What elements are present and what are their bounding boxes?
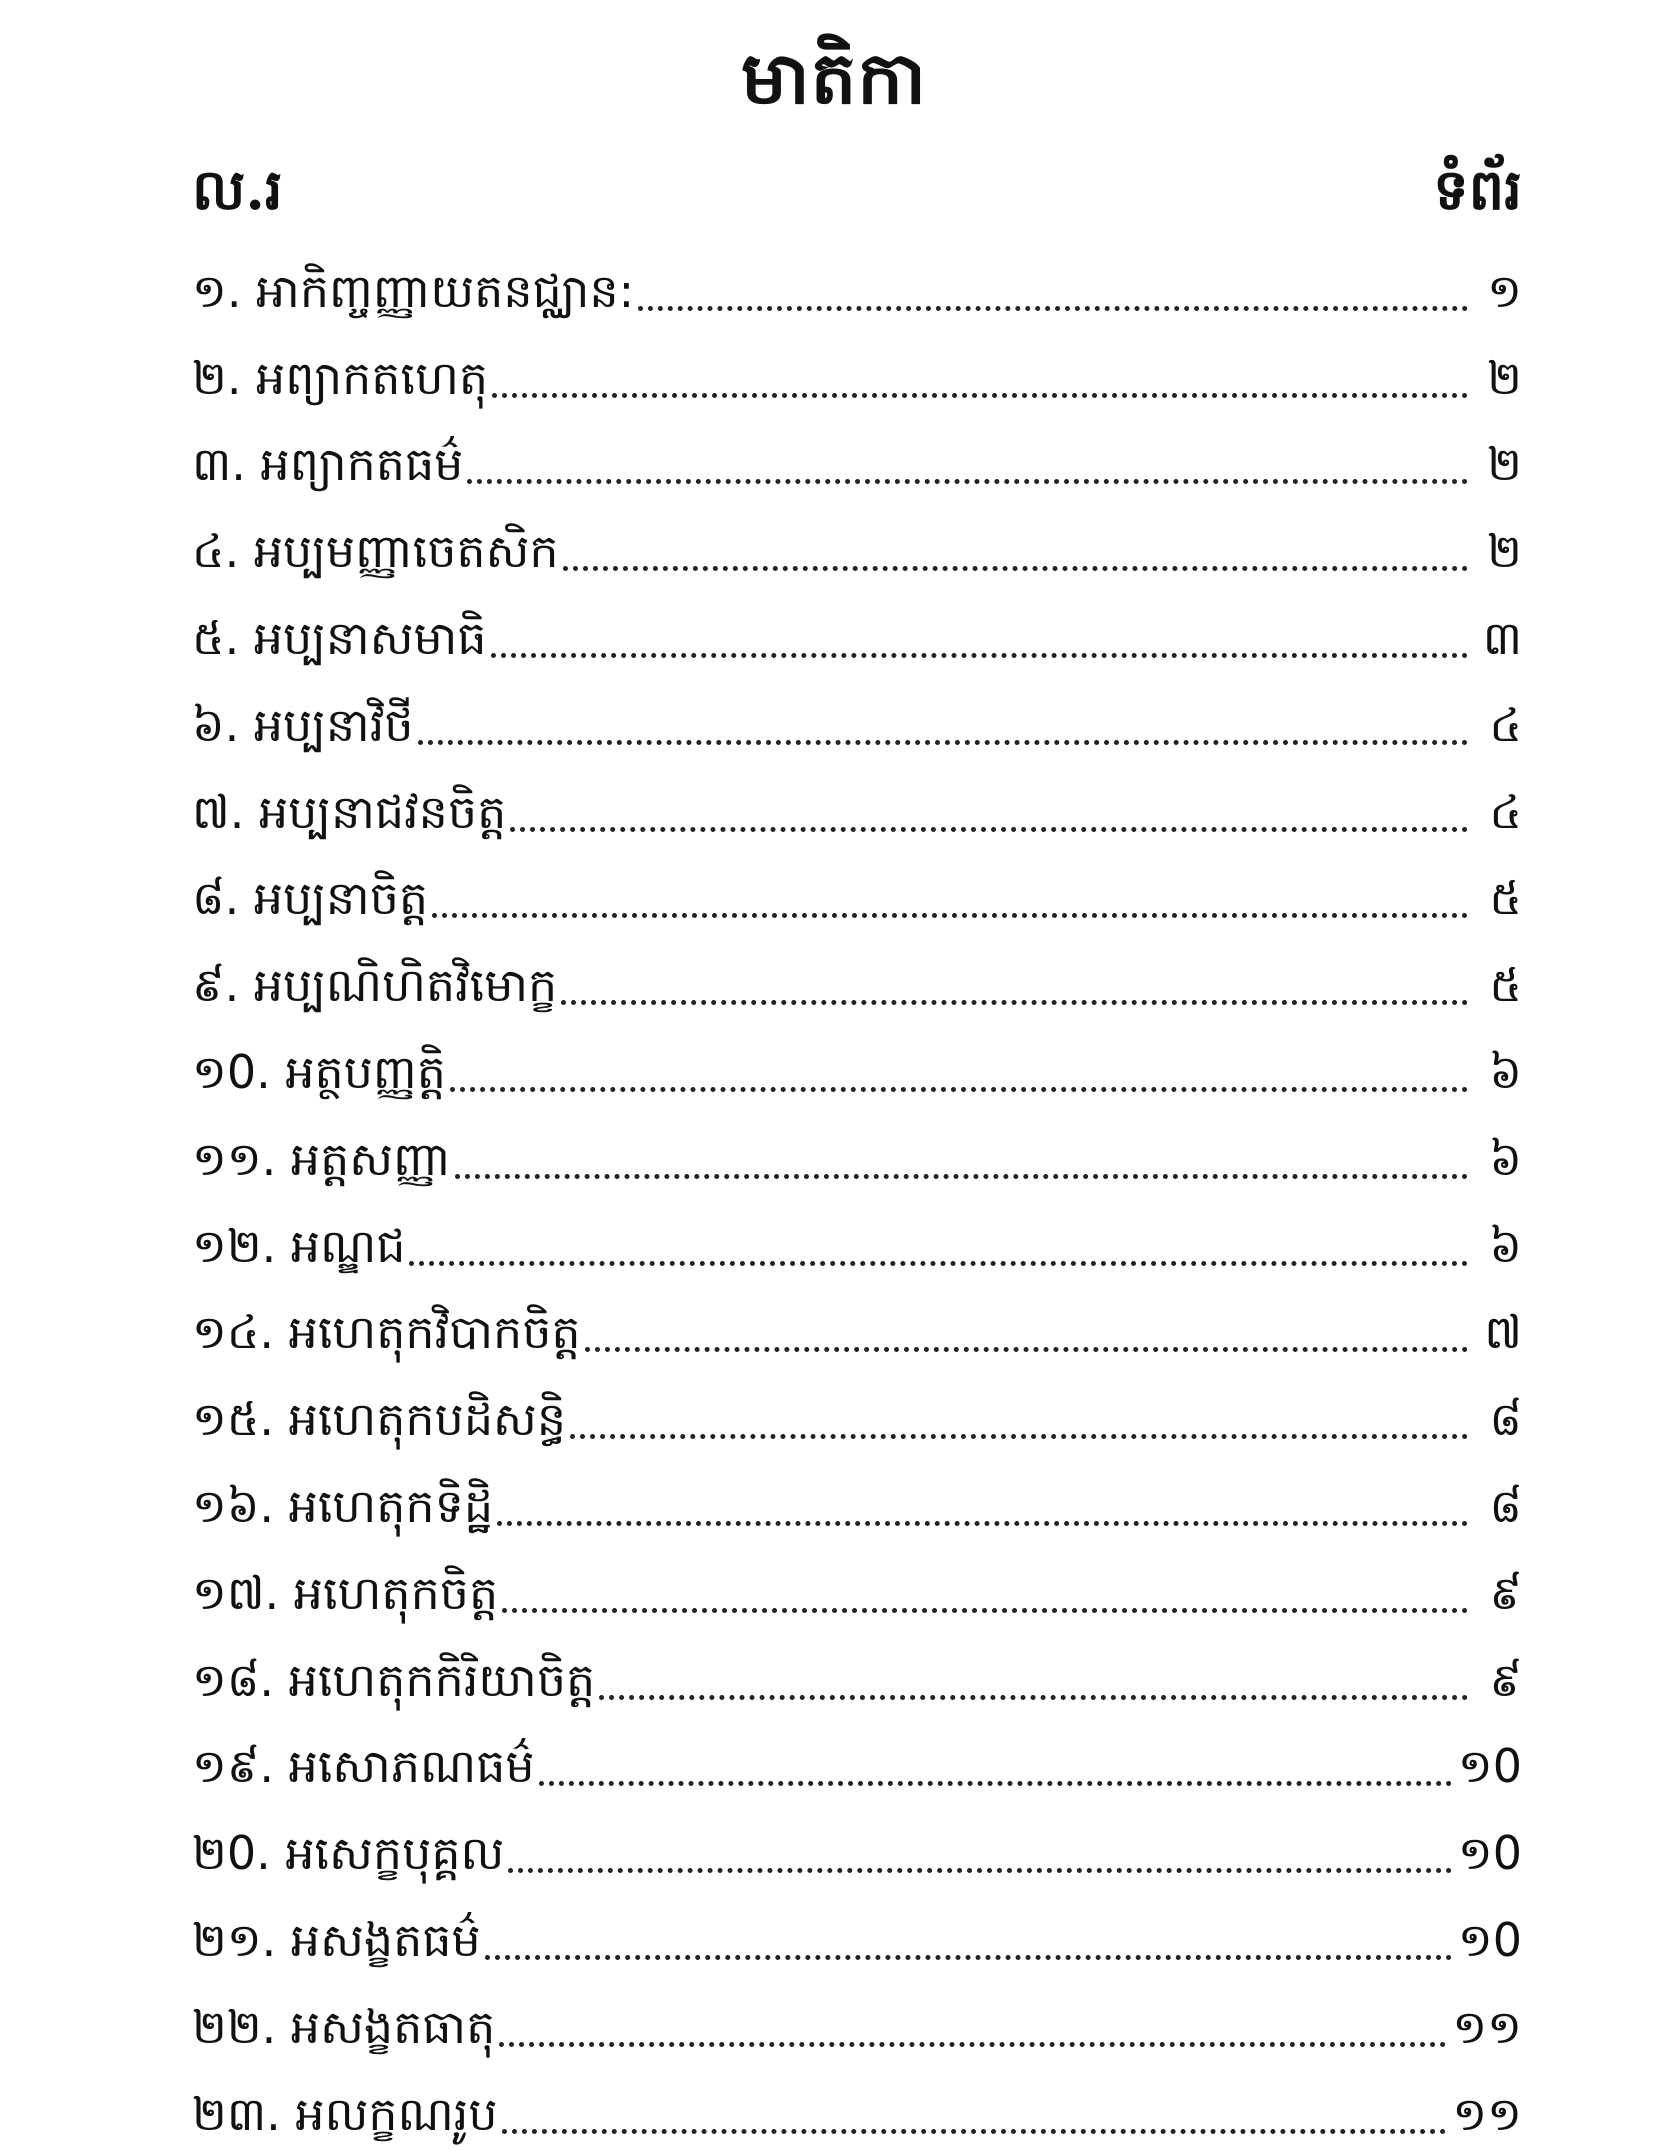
toc-entry-label: ៣. អព្យាកតធម៌ — [192, 437, 464, 492]
dot-leader — [499, 2042, 1446, 2047]
toc-entry-page: ១ — [1487, 263, 1522, 318]
dot-leader — [563, 566, 1468, 571]
toc-entry-page: ២ — [1487, 350, 1522, 405]
dot-leader — [418, 740, 1468, 745]
page-title: មាតិកា — [741, 35, 927, 120]
toc-entry — [192, 500, 1522, 587]
toc-entry-label: ១៦. អហេតុកទិដ្ឋិ — [192, 1478, 494, 1533]
toc-entry-page: ៧ — [1484, 1305, 1522, 1360]
toc-entry — [192, 1368, 1522, 1455]
toc-entry — [192, 1542, 1522, 1629]
toc-entry-label: ១. អាកិញ្ចញ្ញាយតនជ្ឈាន: — [192, 263, 635, 318]
toc-entry-label: ២. អព្យាកតហេតុ — [192, 350, 489, 405]
toc-entry — [192, 934, 1522, 1021]
toc-entry — [192, 1802, 1522, 1889]
toc-entry-page: ៣ — [1482, 610, 1522, 665]
toc-entry-label: ១៥. អហេតុកបដិសន្ធិ — [192, 1392, 567, 1447]
toc-entry — [192, 848, 1522, 935]
dot-leader — [450, 1087, 1468, 1092]
dot-leader — [585, 1347, 1468, 1352]
toc-entry-label: ៩. អប្បណិហិតវិមោក្ខ — [192, 958, 558, 1013]
toc-entry-page: ៨ — [1489, 1392, 1522, 1447]
dot-leader — [502, 1608, 1468, 1613]
page-column-header: ទំព័រ — [1433, 157, 1522, 223]
toc-header — [192, 150, 1522, 230]
dot-leader — [485, 1955, 1452, 1960]
dot-leader — [508, 1868, 1452, 1873]
dot-leader — [510, 827, 1468, 832]
toc-entry — [192, 761, 1522, 848]
dot-leader — [502, 2129, 1447, 2134]
dot-leader — [491, 653, 1468, 658]
toc-entry-page: ២ — [1487, 437, 1522, 492]
dot-leader — [432, 913, 1468, 918]
toc-entry — [192, 1021, 1522, 1108]
toc-entry-label: ៧. អប្បនាជវនចិត្ត — [192, 784, 507, 839]
toc-entry — [192, 587, 1522, 674]
toc-entry-label: ៤. អប្បមញ្ញាចេតសិក — [192, 524, 559, 579]
toc-entry-page: ៩ — [1489, 1565, 1522, 1620]
toc-entry — [192, 1108, 1522, 1195]
toc-entry-label: ១៩. អសោភណធម៌ — [192, 1739, 535, 1794]
toc-entry-page: ១១ — [1452, 2086, 1522, 2141]
toc-entry-page: ៦ — [1489, 1218, 1522, 1273]
toc-entry — [192, 240, 1522, 327]
toc-entry-label: ១0. អត្ថបញ្ញត្តិ — [192, 1044, 446, 1099]
toc-entry — [192, 1282, 1522, 1369]
dot-leader — [561, 1000, 1468, 1005]
toc-entry-page: ១0 — [1457, 1826, 1522, 1881]
toc-entry-label: ៦. អប្បនាវិថី — [192, 697, 414, 752]
dot-leader — [599, 1695, 1468, 1700]
dot-leader — [539, 1781, 1452, 1786]
dot-leader — [467, 479, 1468, 484]
toc-entry — [192, 1889, 1522, 1976]
toc-entry-page: ៤ — [1489, 697, 1522, 752]
toc-entry — [192, 674, 1522, 761]
dot-leader — [570, 1434, 1468, 1439]
toc-entry — [192, 327, 1522, 414]
toc-entry — [192, 1629, 1522, 1716]
toc-entry-label: ៥. អប្បនាសមាធិ — [192, 610, 487, 665]
toc-entry-label: ១១. អត្តសញ្ញា — [192, 1131, 451, 1186]
toc-entry — [192, 1195, 1522, 1282]
dot-leader — [409, 1261, 1468, 1266]
toc-entry-page: ១0 — [1457, 1739, 1522, 1794]
toc-entry-label: ៨. អប្បនាចិត្ត — [192, 871, 429, 926]
toc-entry-page: ៥ — [1489, 871, 1522, 926]
toc-entry-page: ៨ — [1489, 1478, 1522, 1533]
toc-entry — [192, 1455, 1522, 1542]
dot-leader — [638, 306, 1468, 311]
number-column-header: ល.រ — [192, 157, 283, 223]
toc-entry-label: ២២. អសង្ខតធាតុ — [192, 1999, 496, 2054]
toc-entry — [192, 1716, 1522, 1803]
toc-entry-label: ១៤. អហេតុកវិបាកចិត្ត — [192, 1305, 581, 1360]
toc-entry-label: ២៣. អលក្ខណរូប — [192, 2086, 498, 2141]
dot-leader — [455, 1174, 1468, 1179]
toc-entry — [192, 1976, 1522, 2063]
dot-leader — [492, 393, 1468, 398]
toc-entry-label: ១៧. អហេតុកចិត្ត — [192, 1565, 499, 1620]
toc-entry-page: ៥ — [1489, 958, 1522, 1013]
toc-entry-page: ៤ — [1489, 784, 1522, 839]
toc-entry — [192, 2063, 1522, 2150]
toc-entry-page: ២ — [1487, 524, 1522, 579]
toc-entry — [192, 414, 1522, 501]
toc-entry-page: ៦ — [1489, 1044, 1522, 1099]
toc-entry-label: ២១. អសង្ខតធម៌ — [192, 1912, 481, 1967]
toc-entry-label: ១២. អណ្ឌជ — [192, 1218, 406, 1273]
toc-entry-page: ៩ — [1489, 1652, 1522, 1707]
dot-leader — [497, 1521, 1468, 1526]
toc-entry-page: ៦ — [1489, 1131, 1522, 1186]
toc-entry-label: ២0. អសេក្ខបុគ្គល — [192, 1826, 505, 1881]
toc-entry-page: ១១ — [1452, 1999, 1522, 2054]
toc-entry-label: ១៨. អហេតុកកិរិយាចិត្ត — [192, 1652, 596, 1707]
toc-list — [192, 240, 1522, 2150]
toc-entry-page: ១0 — [1457, 1912, 1522, 1967]
